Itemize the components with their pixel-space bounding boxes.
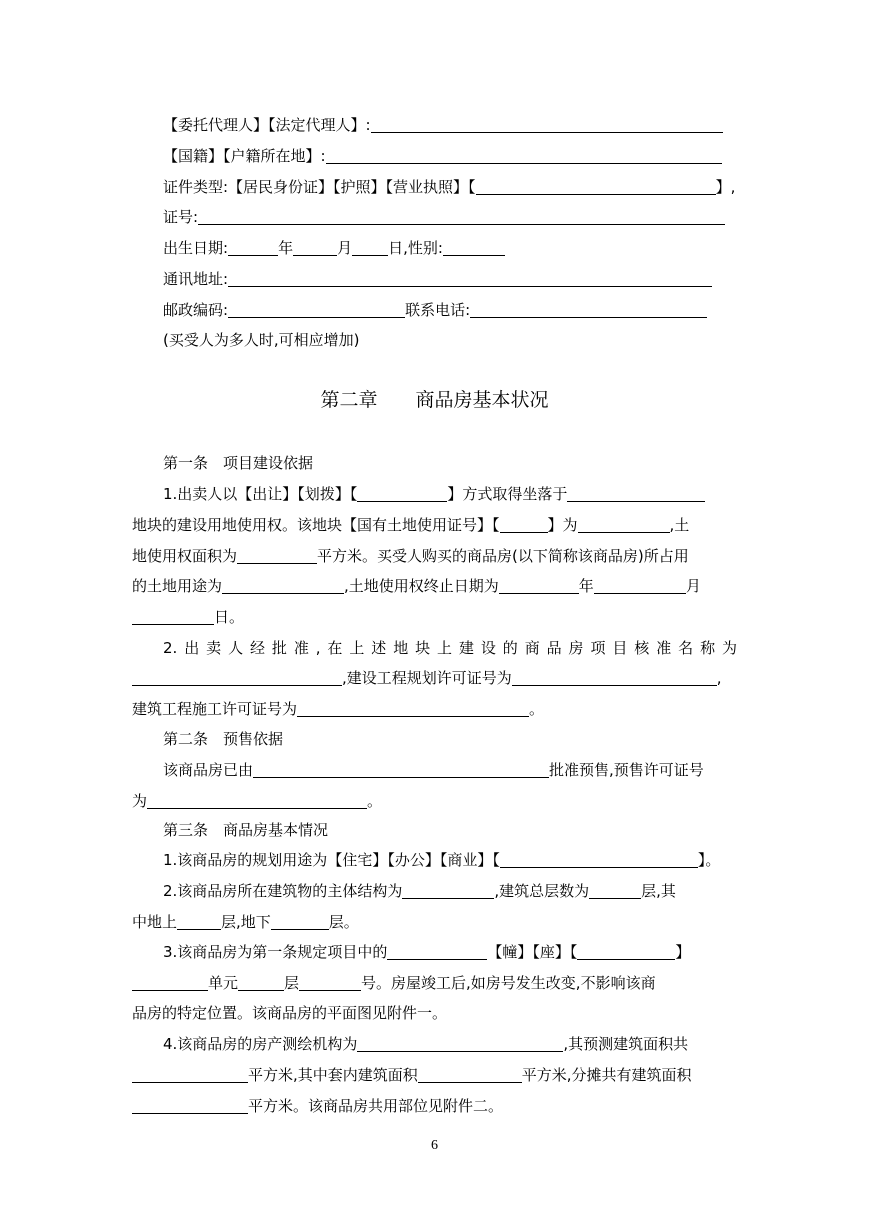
art3-p2-text-e: 层,地下 (221, 913, 271, 931)
land-cert-number-blank[interactable] (578, 515, 670, 533)
art3-p4-line3 (132, 1096, 503, 1116)
art3-p4-line1 (163, 1034, 688, 1054)
birth-year-blank[interactable] (228, 238, 278, 256)
art3-p2-text-c: 层,其 (641, 882, 676, 900)
article-3-heading: 第三条 商品房基本情况 (163, 821, 329, 839)
art3-p2-text-a: 2.该商品房所在建筑物的主体结构为 (163, 882, 403, 900)
art1-p2-text-d: 建筑工程施工许可证号为 (132, 700, 298, 718)
agent-blank[interactable] (371, 115, 723, 133)
id-number-blank[interactable] (198, 207, 725, 225)
article-2-heading: 第二条 预售依据 (163, 730, 284, 748)
art3-p3-text-b: 【幢】【座】【 (487, 943, 578, 961)
address-label: 通讯地址: (163, 270, 229, 288)
art3-p3-line3: 品房的特定位置。该商品房的平面图见附件一。 (132, 1004, 448, 1022)
art1-p1-line5 (132, 607, 244, 627)
art1-p1-text-e: ,土 (669, 516, 690, 534)
art1-p2-text-b: ,建设工程规划许可证号为 (342, 669, 512, 687)
room-number-blank[interactable] (299, 973, 361, 991)
shared-area-blank[interactable] (132, 1096, 248, 1114)
art3-p3-line1 (163, 942, 690, 962)
buyer-note: (买受人为多人时,可相应增加) (163, 331, 360, 349)
land-use-blank[interactable] (222, 576, 344, 594)
month-text: 月 (337, 239, 353, 257)
art3-p3-text-f: 号。房屋竣工后,如房号发生改变,不影响该商 (361, 974, 656, 992)
art3-p1-text-b: 】。 (697, 851, 721, 869)
surveying-agency-blank[interactable] (357, 1034, 563, 1052)
art3-p3-text-d: 单元 (208, 974, 239, 992)
id-number-line (163, 207, 725, 227)
art1-p1-text-f: 地使用权面积为 (132, 547, 238, 565)
art3-p3-text-c: 】 (675, 943, 691, 961)
construction-permit-blank[interactable] (297, 699, 529, 717)
gender-blank[interactable] (443, 238, 505, 256)
art1-month-text: 月 (685, 577, 701, 595)
art3-p1-text-a: 1.该商品房的规划用途为【住宅】【办公】【商业】【 (163, 851, 500, 869)
presale-approver-blank[interactable] (253, 760, 549, 778)
nationality-line (163, 146, 722, 166)
art1-p1-text-d: 】为 (547, 516, 578, 534)
birth-day-blank[interactable] (352, 238, 388, 256)
address-line (163, 269, 712, 289)
page-number: 6 (431, 1138, 438, 1153)
nationality-label: 【国籍】【户籍所在地】: (163, 147, 326, 165)
planned-use-blank[interactable] (500, 850, 698, 868)
year-text: 年 (278, 239, 294, 257)
art3-p3-line2 (132, 973, 656, 993)
id-type-label: 证件类型:【居民身份证】【护照】【营业执照】【 (163, 178, 476, 196)
art2-text-c: 为 (132, 792, 148, 810)
address-blank[interactable] (228, 269, 712, 287)
art3-p3-text-e: 层 (284, 974, 300, 992)
art1-p2-line3 (132, 699, 544, 719)
art1-p1-text-g: 平方米。买受人购买的商品房(以下简称该商品房)所占用 (317, 547, 689, 565)
art3-p4-text-d: 平方米,分摊共有建筑面积 (521, 1066, 692, 1084)
planning-permit-blank[interactable] (512, 668, 717, 686)
art1-p1-text-a: 1.出卖人以【出让】【划拨】【 (163, 485, 358, 503)
id-type-line (163, 177, 735, 197)
art1-p1-text-h: 的土地用途为 (132, 577, 223, 595)
art1-p2-text-e: 。 (529, 700, 545, 718)
art3-p3-text-a: 3.该商品房为第一条规定项目中的 (163, 943, 388, 961)
land-end-month-blank[interactable] (594, 576, 686, 594)
art1-p2-line2 (132, 668, 722, 688)
art1-p1-line4 (132, 576, 701, 596)
art3-p2-line1 (163, 881, 676, 901)
land-end-day-blank[interactable] (132, 607, 214, 625)
art3-p2-text-b: ,建筑总层数为 (494, 882, 590, 900)
art1-p1-text-b: 】方式取得坐落于 (447, 485, 568, 503)
art2-text-d: 。 (367, 792, 383, 810)
id-type-close: 】, (715, 178, 736, 196)
structure-blank[interactable] (402, 881, 494, 899)
inner-area-blank[interactable] (418, 1065, 522, 1083)
art1-p1-text-c: 地块的建设用地使用权。该地块【国有土地使用证号】【 (132, 516, 500, 534)
birth-month-blank[interactable] (293, 238, 337, 256)
art2-text-a: 该商品房已由 (163, 761, 254, 779)
postcode-label: 邮政编码: (163, 301, 229, 319)
art2-line1 (163, 760, 704, 780)
project-name-blank[interactable] (132, 668, 342, 686)
floor-blank[interactable] (238, 973, 284, 991)
art1-p1-line1 (163, 484, 705, 504)
art3-p4-line2 (132, 1065, 692, 1085)
art3-p4-text-c: 平方米,其中套内建筑面积 (248, 1066, 418, 1084)
art1-p1-line2 (132, 515, 689, 535)
floors-below-blank[interactable] (271, 912, 329, 930)
art1-day-text: 日。 (214, 608, 245, 626)
art3-p2-text-f: 层。 (328, 913, 359, 931)
art3-p1 (163, 850, 720, 870)
postcode-blank[interactable] (228, 300, 405, 318)
art1-year-text: 年 (578, 577, 594, 595)
birth-line (163, 238, 505, 258)
building-blank[interactable] (387, 942, 487, 960)
phone-label: 联系电话: (405, 301, 471, 319)
art3-p4-text-e: 平方米。该商品房共用部位见附件二。 (248, 1097, 504, 1115)
art3-p2-text-d: 中地上 (132, 913, 178, 931)
art2-line2 (132, 791, 382, 811)
presale-permit-blank[interactable] (147, 791, 367, 809)
agent-label: 【委托代理人】【法定代理人】: (163, 116, 371, 134)
phone-blank[interactable] (470, 300, 707, 318)
art1-p1-line3 (132, 546, 689, 566)
land-area-blank[interactable] (237, 546, 317, 564)
land-end-year-blank[interactable] (499, 576, 579, 594)
id-number-label: 证号: (163, 208, 199, 226)
land-cert-type-blank[interactable] (500, 515, 548, 533)
agent-line (163, 115, 723, 135)
building-type-blank[interactable] (577, 942, 675, 960)
birth-label: 出生日期: (163, 239, 229, 257)
unit-blank[interactable] (132, 973, 208, 991)
article-1-heading: 第一条 项目建设依据 (163, 454, 314, 472)
art3-p4-text-b: ,其预测建筑面积共 (563, 1035, 689, 1053)
day-gender-text: 日,性别: (388, 239, 443, 257)
chapter-title: 第二章 商品房基本状况 (320, 389, 549, 411)
total-floors-blank[interactable] (589, 881, 641, 899)
land-acquire-method-blank[interactable] (357, 484, 447, 502)
art1-p2-line1: 2.出卖人经批准,在上述地块上建设的商品房项目核准名称为 (163, 639, 737, 657)
land-location-blank[interactable] (567, 484, 705, 502)
floors-above-blank[interactable] (177, 912, 221, 930)
art3-p2-line2 (132, 912, 359, 932)
nationality-blank[interactable] (326, 146, 722, 164)
art1-p1-text-i: ,土地使用权终止日期为 (344, 577, 499, 595)
art3-p4-text-a: 4.该商品房的房产测绘机构为 (163, 1035, 358, 1053)
art2-text-b: 批准预售,预售许可证号 (549, 761, 704, 779)
id-type-blank[interactable] (476, 177, 716, 195)
art1-p2-text-c: , (716, 669, 722, 687)
total-area-blank[interactable] (132, 1065, 248, 1083)
postcode-line (163, 300, 707, 320)
